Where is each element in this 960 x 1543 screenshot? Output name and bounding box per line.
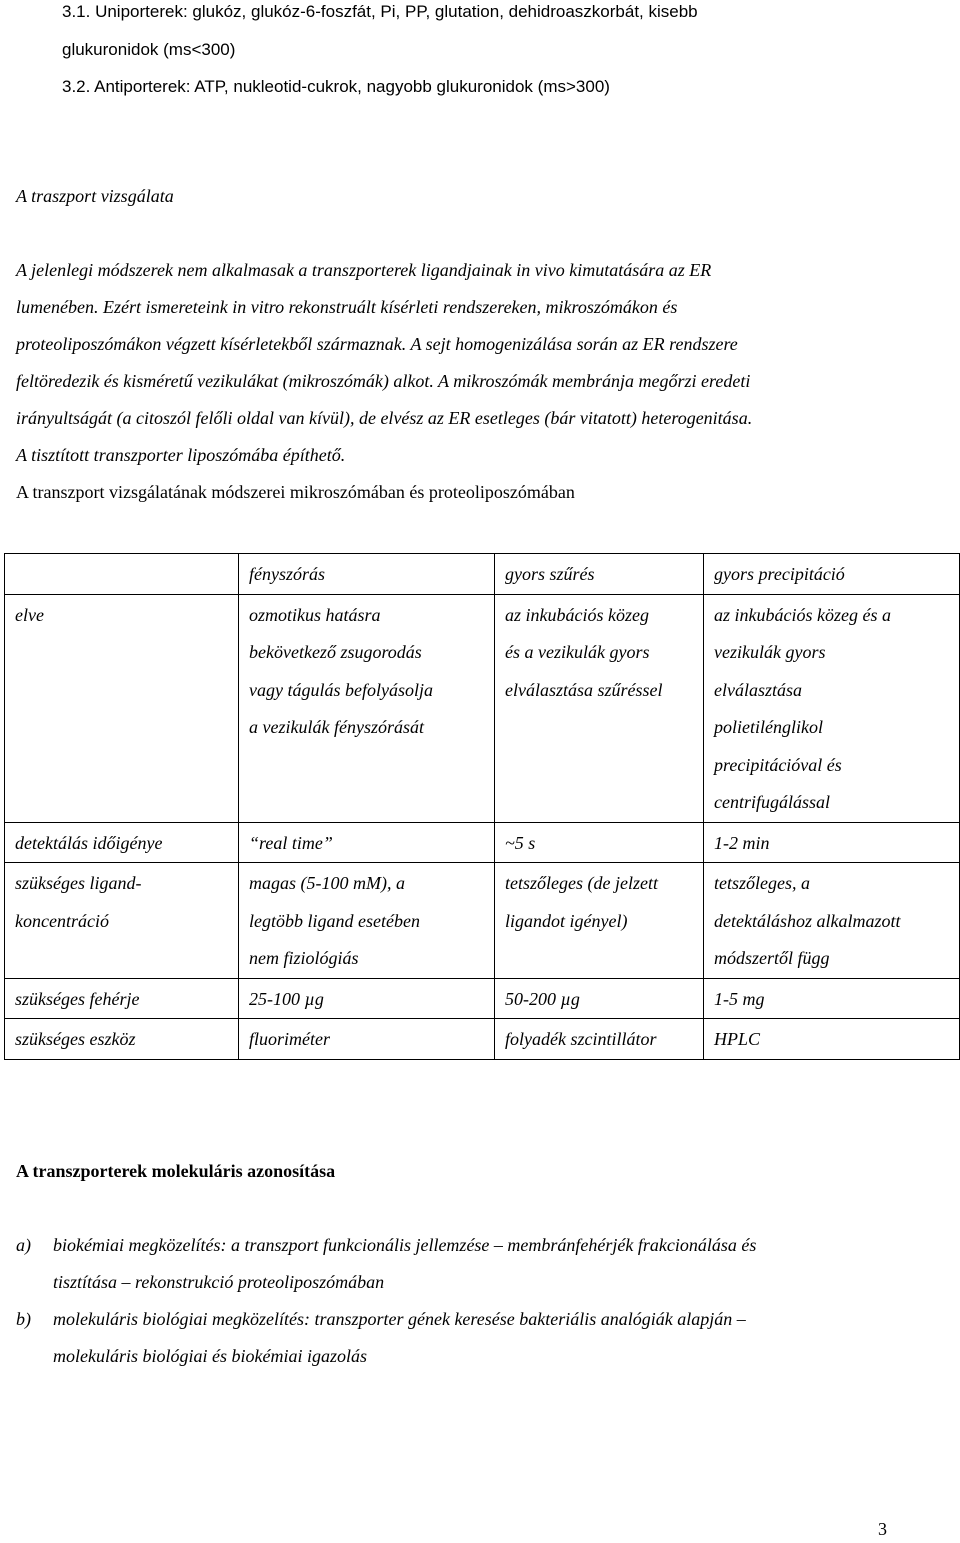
row-label: elve bbox=[5, 594, 239, 822]
approach-b-line2: molekuláris biológiai és biokémiai igazolás bbox=[53, 1346, 367, 1366]
table-cell: 50-200 µg bbox=[495, 978, 704, 1019]
paragraph-line: A tisztított transzporter liposzómába építhető. bbox=[16, 445, 346, 465]
approach-marker-a: a) bbox=[16, 1235, 31, 1255]
table-cell: az inkubációs közeg és a vezikulák gyors elválasztása polietilénglikol precipitációval és centrifugálással bbox=[704, 594, 960, 822]
table-cell: folyadék szcintillátor bbox=[495, 1019, 704, 1060]
approach-a-line1: biokémiai megközelítés: a transzport funkcionális jellemzése – membránfehérjék frakcionálása és bbox=[53, 1235, 757, 1255]
table-row bbox=[5, 978, 960, 1019]
table-cell: az inkubációs közeg és a vezikulák gyors elválasztása szűréssel bbox=[495, 594, 704, 822]
table-row bbox=[5, 822, 960, 863]
table-header-cell bbox=[5, 554, 239, 595]
table-header-cell: gyors precipitáció bbox=[704, 554, 960, 595]
table-caption: A transzport vizsgálatának módszerei mikroszómában és proteoliposzómában bbox=[16, 482, 575, 502]
table-cell: ozmotikus hatásra bekövetkező zsugorodás vagy tágulás befolyásolja a vezikulák fényszórását bbox=[239, 594, 495, 822]
approach-marker-b: b) bbox=[16, 1309, 31, 1329]
table-row bbox=[5, 1019, 960, 1060]
table-header-cell: fényszórás bbox=[239, 554, 495, 595]
list-item-3-1-line1: 3.1. Uniporterek: glukóz, glukóz-6-foszfát, Pi, PP, glutation, dehidroaszkorbát, kisebb bbox=[62, 2, 698, 21]
table-cell: 1-2 min bbox=[704, 822, 960, 863]
row-label: szükséges eszköz bbox=[5, 1019, 239, 1060]
paragraph-line: irányultságát (a citoszól felőli oldal van kívül), de elvész az ER esetleges (bár vitatott) heterogenitása. bbox=[16, 408, 753, 428]
table-cell: HPLC bbox=[704, 1019, 960, 1060]
section-heading: A traszport vizsgálata bbox=[16, 186, 174, 206]
intro-paragraph bbox=[16, 252, 916, 474]
paragraph-line: proteoliposzómákon végzett kísérletekből származnak. A sejt homogenizálása során az ER rendszere bbox=[16, 334, 738, 354]
list-item-3-1-line2: glukuronidok (ms<300) bbox=[62, 40, 236, 59]
approach-b-line1: molekuláris biológiai megközelítés: transzporter gének keresése bakteriális analógiák alapján – bbox=[53, 1309, 746, 1329]
row-label: szükséges fehérje bbox=[5, 978, 239, 1019]
table-cell: tetszőleges (de jelzett ligandot igényel) bbox=[495, 863, 704, 979]
table-header-cell: gyors szűrés bbox=[495, 554, 704, 595]
molecular-identification-heading: A transzporterek molekuláris azonosítása bbox=[16, 1161, 336, 1181]
list-item-3-2-line1: 3.2. Antiporterek: ATP, nukleotid-cukrok, nagyobb glukuronidok (ms>300) bbox=[62, 77, 610, 96]
approach-a-line2: tisztítása – rekonstrukció proteoliposzómában bbox=[53, 1272, 385, 1292]
table-row bbox=[5, 863, 960, 979]
page-number: 3 bbox=[878, 1519, 887, 1539]
row-label: szükséges ligand- koncentráció bbox=[5, 863, 239, 979]
table-cell: 25-100 µg bbox=[239, 978, 495, 1019]
table-cell: fluoriméter bbox=[239, 1019, 495, 1060]
table-cell: 1-5 mg bbox=[704, 978, 960, 1019]
paragraph-line: feltöredezik és kisméretű vezikulákat (mikroszómák) alkot. A mikroszómák membránja megőrzi eredeti bbox=[16, 371, 751, 391]
table-cell: “real time” bbox=[239, 822, 495, 863]
methods-table bbox=[4, 553, 960, 1060]
table-cell: ~5 s bbox=[495, 822, 704, 863]
paragraph-line: lumenében. Ezért ismereteink in vitro rekonstruált kísérleti rendszereken, mikroszómákon és bbox=[16, 297, 678, 317]
table-row bbox=[5, 594, 960, 822]
table-cell: magas (5-100 mM), a legtöbb ligand esetében nem fiziológiás bbox=[239, 863, 495, 979]
table-header-row bbox=[5, 554, 960, 595]
table-cell: tetszőleges, a detektáláshoz alkalmazott módszertől függ bbox=[704, 863, 960, 979]
paragraph-line: A jelenlegi módszerek nem alkalmasak a transzporterek ligandjainak in vivo kimutatására az ER bbox=[16, 260, 712, 280]
row-label: detektálás időigénye bbox=[5, 822, 239, 863]
